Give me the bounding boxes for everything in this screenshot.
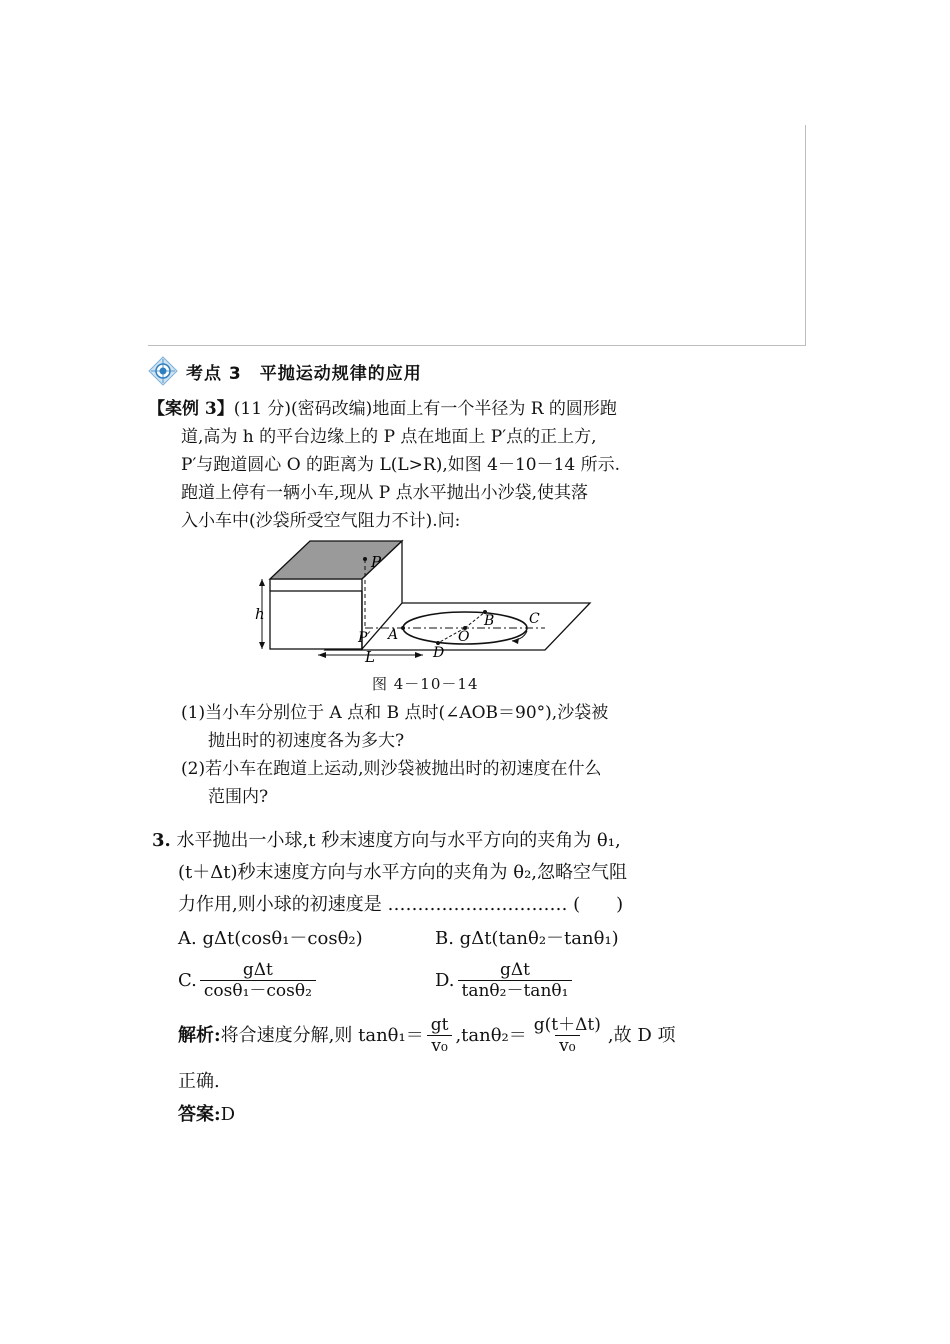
target-diamond-icon (148, 356, 178, 386)
option-c-denominator: cosθ₁－cosθ₂ (200, 980, 316, 1001)
case3-line1-text: (11 分)(密码改编)地面上有一个半径为 R 的圆形跑 (233, 399, 617, 419)
case3-q2-line2: 范围内? (208, 787, 269, 807)
figure-caption: 图 4－10－14 (372, 675, 479, 693)
platform-front (270, 591, 362, 649)
problem3-line2: (t＋Δt)秒末速度方向与水平方向的夹角为 θ₂,忽略空气阻 (178, 862, 628, 883)
problem3-line3: 力作用,则小球的初速度是 ………………………… ( ) (178, 894, 624, 915)
label-O: O (458, 629, 470, 645)
option-c-label: C. (178, 969, 197, 991)
section-heading (148, 356, 422, 386)
case3-line3: P′与跑道圆心 O 的距离为 L(L>R),如图 4－10－14 所示. (181, 455, 621, 475)
label-P-prime: P′ (358, 630, 371, 646)
option-a: A. gΔt(cosθ₁－cosθ₂) (178, 928, 363, 949)
analysis-text-3: ,故 D 项 (607, 1024, 676, 1046)
case3-line2: 道,高为 h 的平台边缘上的 P 点在地面上 P′点的正上方, (181, 427, 597, 447)
analysis-fraction-2 (530, 1015, 605, 1056)
option-d-fraction (458, 960, 573, 1001)
analysis-label: 解析: (178, 1024, 221, 1046)
answer-value: D (220, 1104, 236, 1125)
answer-line (178, 1103, 235, 1127)
figure-4-10-14 (240, 535, 610, 670)
label-D: D (433, 645, 445, 661)
label-P: P (371, 553, 382, 571)
frame-rule-horizontal (148, 345, 806, 346)
case3-line5: 入小车中(沙袋所受空气阻力不计).问: (181, 511, 461, 531)
case3-line1 (148, 398, 617, 420)
analysis-fraction-1-numerator: gt (430, 1015, 449, 1035)
option-b: B. gΔt(tanθ₂－tanθ₁) (435, 928, 619, 949)
analysis-fraction-1-denominator: v₀ (427, 1035, 451, 1056)
frame-rule-vertical (805, 125, 806, 345)
option-c-numerator: gΔt (242, 960, 273, 980)
option-c (178, 960, 319, 1001)
option-d-label: D. (435, 969, 455, 991)
option-d-numerator: gΔt (499, 960, 530, 980)
analysis-fraction-1 (427, 1015, 453, 1056)
section-title: 考点 3 平抛运动规律的应用 (186, 363, 422, 384)
case3-q2-line1: (2)若小车在跑道上运动,则沙袋被抛出时的初速度在什么 (181, 759, 602, 779)
problem3-number: 3. (152, 830, 171, 851)
analysis-fraction-2-denominator: v₀ (555, 1035, 579, 1056)
option-c-fraction (200, 960, 316, 1001)
analysis-text-1: 将合速度分解,则 tanθ₁＝ (220, 1024, 424, 1046)
label-h: h (255, 605, 265, 623)
option-d-denominator: tanθ₂－tanθ₁ (458, 980, 573, 1001)
label-B: B (484, 613, 495, 629)
label-L: L (365, 648, 375, 666)
case3-q1-line2: 抛出时的初速度各为多大? (208, 731, 405, 751)
analysis-line1 (178, 1015, 675, 1056)
case3-label: 【案例 3】 (148, 399, 234, 419)
option-d (435, 960, 575, 1001)
case3-line4: 跑道上停有一辆小车,现从 P 点水平抛出小沙袋,使其落 (181, 483, 589, 503)
answer-label: 答案: (178, 1104, 221, 1125)
label-C: C (529, 611, 540, 627)
analysis-line2: 正确. (178, 1071, 220, 1092)
case3-q1-line1: (1)当小车分别位于 A 点和 B 点时(∠AOB＝90°),沙袋被 (181, 703, 609, 723)
problem3-line1-text: 水平抛出一小球,t 秒末速度方向与水平方向的夹角为 θ₁, (176, 830, 621, 851)
analysis-text-2: ,tanθ₂＝ (455, 1024, 527, 1046)
label-A: A (388, 627, 399, 643)
analysis-fraction-2-numerator: g(t＋Δt) (533, 1015, 601, 1035)
problem3-line1 (152, 829, 621, 853)
